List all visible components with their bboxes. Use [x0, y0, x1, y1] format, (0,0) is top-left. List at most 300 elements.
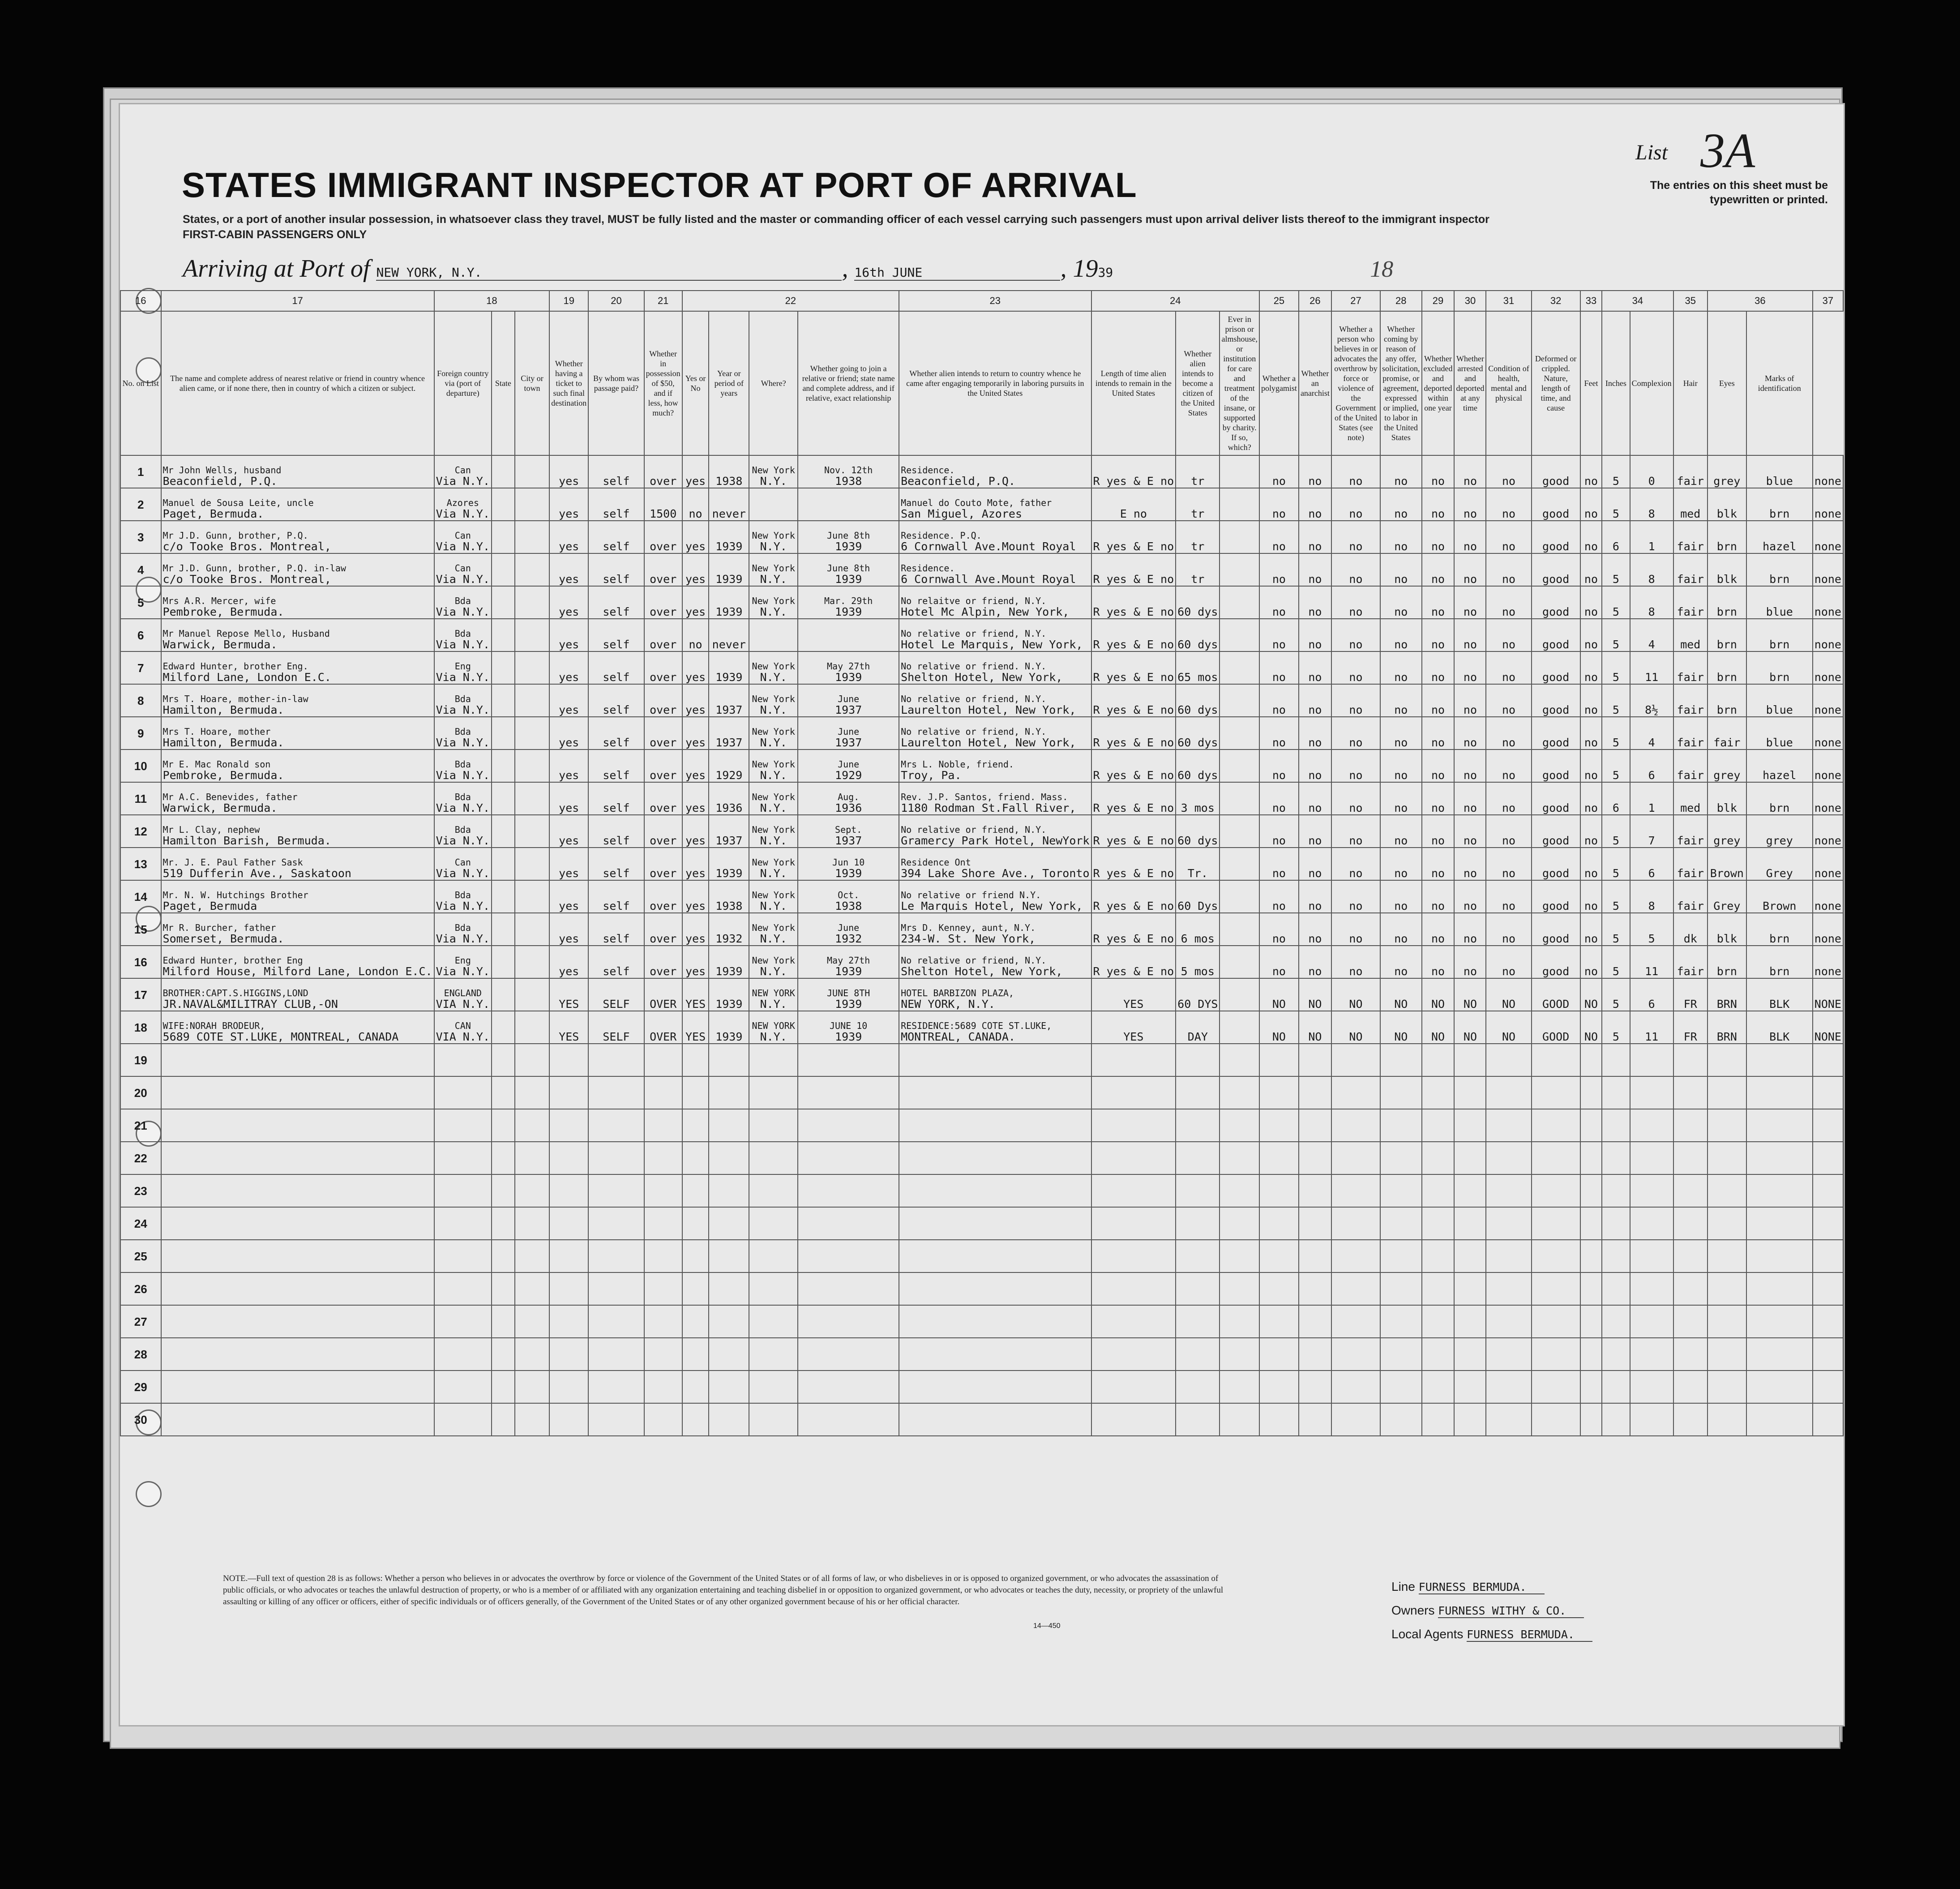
q30-cell — [1454, 848, 1486, 880]
ever-cell — [682, 1011, 709, 1044]
via-cell — [434, 1338, 492, 1371]
citizen-cell — [1220, 1403, 1259, 1436]
instructions: States, or a port of another insular possession, in whatsoever class they travel, MUST be fully listed and the master or commanding officer of each vessel carrying such passengers must upon arrival deliver lists thereof to the immigrant inspector FIRST-CABIN PASSENGERS ONLY — [183, 213, 1489, 241]
feet-cell — [1602, 1371, 1630, 1403]
feet-cell — [1602, 1044, 1630, 1076]
state-cell — [492, 553, 515, 586]
row-number-cell — [120, 913, 161, 946]
health-value: good — [1542, 736, 1570, 749]
q26-value: no — [1308, 932, 1322, 945]
relative-address: JR.NAVAL&MILITRAY CLUB,-ON — [163, 998, 338, 1011]
inches-cell — [1630, 978, 1673, 1011]
departure-year: 1938 — [835, 475, 862, 488]
length-cell — [1176, 1044, 1220, 1076]
relative-cell — [161, 1272, 434, 1305]
row-number-cell — [120, 1240, 161, 1272]
purpose-value: R yes & E no — [1093, 769, 1174, 782]
complexion-cell — [1673, 1305, 1708, 1338]
inches-value: 1 — [1648, 540, 1655, 553]
q28-value: no — [1394, 638, 1408, 651]
year-cell — [709, 521, 749, 553]
feet-cell — [1602, 684, 1630, 717]
relative-name: Mr J.D. Gunn, brother, P.Q. — [163, 530, 308, 541]
purpose-value: R yes & E no — [1093, 475, 1174, 488]
where-cell — [749, 913, 798, 946]
complexion-cell — [1673, 1371, 1708, 1403]
ticket-cell — [549, 848, 588, 880]
marks-value: none — [1814, 605, 1841, 618]
year-value: never — [712, 507, 746, 520]
health-cell — [1532, 1240, 1580, 1272]
year-cell — [709, 586, 749, 619]
via-port: Via N.Y. — [436, 736, 490, 749]
feet-value: 5 — [1612, 932, 1619, 945]
departure-date: May 27th — [826, 955, 870, 966]
q29-value: no — [1431, 573, 1445, 586]
deformed-cell — [1580, 1207, 1602, 1240]
paid-cell — [588, 455, 644, 488]
q31-value: no — [1502, 605, 1516, 618]
purpose-cell — [1091, 521, 1176, 553]
column-header-passage-paid: By whom was passage paid? — [593, 374, 639, 393]
via-port: Via N.Y. — [436, 475, 490, 488]
q30-cell — [1454, 1076, 1486, 1109]
q28-cell — [1380, 553, 1422, 586]
feet-cell — [1602, 1174, 1630, 1207]
q26-value: no — [1308, 801, 1322, 814]
form-number: 14—450 — [1033, 1622, 1061, 1630]
date-cell — [798, 586, 899, 619]
date-cell — [798, 1305, 899, 1338]
deformed-value: no — [1584, 834, 1598, 847]
money-cell — [644, 1174, 682, 1207]
join-line2: NEW YORK, N.Y. — [901, 998, 995, 1011]
departure-date: May 27th — [826, 661, 870, 672]
citizen-cell — [1220, 1076, 1259, 1109]
ever-value: yes — [685, 573, 706, 586]
hair-cell — [1708, 651, 1746, 684]
q25-cell — [1259, 880, 1299, 913]
date-cell — [798, 1338, 899, 1371]
ever-cell — [682, 1207, 709, 1240]
table-row — [120, 782, 1843, 815]
complexion-cell — [1673, 946, 1708, 978]
paid-value: self — [603, 834, 630, 847]
q25-cell — [1259, 684, 1299, 717]
q27-cell — [1331, 1142, 1380, 1174]
city-cell — [515, 1142, 549, 1174]
where-state: N.Y. — [760, 703, 787, 716]
q30-cell — [1454, 1109, 1486, 1142]
ticket-value: yes — [559, 540, 579, 553]
deformed-value: no — [1584, 475, 1598, 488]
ticket-cell — [549, 1403, 588, 1436]
date-cell — [798, 1044, 899, 1076]
money-cell — [644, 1240, 682, 1272]
departure-year: 1939 — [835, 573, 862, 586]
column-header-q24b: Length of time alien intends to remain in the United States — [1095, 369, 1172, 398]
eyes-cell — [1746, 880, 1813, 913]
marks-cell — [1813, 717, 1843, 750]
q27-cell — [1331, 1076, 1380, 1109]
column-number: 24 — [1091, 291, 1259, 311]
health-cell — [1532, 1305, 1580, 1338]
citizen-cell — [1220, 488, 1259, 521]
city-cell — [515, 978, 549, 1011]
via-port: VIA N.Y. — [436, 998, 490, 1011]
purpose-value: R yes & E no — [1093, 605, 1174, 618]
length-cell — [1176, 815, 1220, 848]
year-value: 1939 — [715, 671, 743, 684]
q29-cell — [1422, 1371, 1455, 1403]
q26-cell — [1299, 1338, 1331, 1371]
health-value: good — [1542, 605, 1570, 618]
feet-cell — [1602, 1011, 1630, 1044]
ticket-cell — [549, 913, 588, 946]
q26-value: no — [1308, 736, 1322, 749]
q29-value: no — [1431, 736, 1445, 749]
complexion-cell — [1673, 1044, 1708, 1076]
via-port: Via N.Y. — [436, 605, 490, 618]
via-country: Bda — [454, 628, 471, 639]
paid-cell — [588, 521, 644, 553]
paid-cell — [588, 1109, 644, 1142]
eyes-cell — [1746, 1305, 1813, 1338]
ticket-cell — [549, 978, 588, 1011]
q29-value: no — [1431, 638, 1445, 651]
paid-value: self — [603, 703, 630, 716]
q30-cell — [1454, 750, 1486, 782]
state-cell — [492, 750, 515, 782]
join-cell — [899, 1403, 1091, 1436]
q25-cell — [1259, 978, 1299, 1011]
via-cell — [434, 848, 492, 880]
where-city: New York — [752, 563, 795, 574]
deformed-cell — [1580, 684, 1602, 717]
q29-cell — [1422, 717, 1455, 750]
q30-cell — [1454, 586, 1486, 619]
purpose-cell — [1091, 1371, 1176, 1403]
q29-value: no — [1431, 867, 1445, 880]
state-cell — [492, 1142, 515, 1174]
owners-value: FURNESS WITHY & CO. — [1438, 1604, 1584, 1618]
health-value: good — [1542, 801, 1570, 814]
year-cell — [709, 1305, 749, 1338]
health-cell — [1532, 1174, 1580, 1207]
row-number-cell — [120, 553, 161, 586]
inches-cell — [1630, 684, 1673, 717]
q25-cell — [1259, 455, 1299, 488]
citizen-cell — [1220, 1305, 1259, 1338]
length-cell — [1176, 717, 1220, 750]
year-cell — [709, 946, 749, 978]
city-cell — [515, 1076, 549, 1109]
city-cell — [515, 913, 549, 946]
deformed-cell — [1580, 1305, 1602, 1338]
relative-cell — [161, 880, 434, 913]
q26-cell — [1299, 1076, 1331, 1109]
eyes-cell — [1746, 455, 1813, 488]
hair-cell — [1708, 488, 1746, 521]
where-cell — [749, 1403, 798, 1436]
complexion-value: fair — [1677, 540, 1704, 553]
relative-address: Warwick, Bermuda. — [163, 801, 278, 814]
where-state: N.Y. — [760, 1030, 787, 1043]
date-cell — [798, 880, 899, 913]
ever-cell — [682, 488, 709, 521]
deformed-value: NO — [1584, 1030, 1598, 1043]
purpose-cell — [1091, 815, 1176, 848]
q25-value: no — [1272, 965, 1286, 978]
ever-cell — [682, 619, 709, 651]
via-port: Via N.Y. — [436, 900, 490, 912]
marks-cell — [1813, 1142, 1843, 1174]
column-header-yes-or-no: Yes or No — [685, 374, 706, 393]
complexion-cell — [1673, 880, 1708, 913]
complexion-value: fair — [1677, 671, 1704, 684]
q31-value: no — [1502, 900, 1516, 912]
via-cell — [434, 1272, 492, 1305]
relative-cell — [161, 586, 434, 619]
paid-value: self — [603, 671, 630, 684]
inches-cell — [1630, 913, 1673, 946]
q27-cell — [1331, 1403, 1380, 1436]
q30-value: no — [1463, 965, 1477, 978]
eyes-cell — [1746, 1044, 1813, 1076]
paid-cell — [588, 815, 644, 848]
q30-cell — [1454, 1338, 1486, 1371]
inches-cell — [1630, 619, 1673, 651]
money-value: OVER — [650, 1030, 677, 1043]
eyes-cell — [1746, 1272, 1813, 1305]
table-row — [120, 1305, 1843, 1338]
purpose-cell — [1091, 946, 1176, 978]
purpose-cell — [1091, 553, 1176, 586]
q31-cell — [1486, 1272, 1531, 1305]
row-number: 24 — [134, 1216, 147, 1230]
relative-name: Mr R. Burcher, father — [163, 922, 276, 933]
hair-value: Grey — [1713, 900, 1741, 912]
relative-address: Pembroke, Bermuda. — [163, 769, 284, 782]
relative-cell — [161, 553, 434, 586]
ever-value: yes — [685, 834, 706, 847]
q29-cell — [1422, 1044, 1455, 1076]
q29-value: NO — [1431, 1030, 1445, 1043]
ticket-cell — [549, 782, 588, 815]
complexion-cell — [1673, 1207, 1708, 1240]
where-cell — [749, 815, 798, 848]
eyes-cell — [1746, 1338, 1813, 1371]
column-header-condition: Condition of health, mental and physical — [1488, 364, 1529, 403]
table-row — [120, 521, 1843, 553]
year-cell — [709, 1076, 749, 1109]
q27-cell — [1331, 978, 1380, 1011]
health-value: good — [1542, 540, 1570, 553]
date-value: 16th JUNE — [854, 265, 1060, 281]
complexion-value: fair — [1677, 900, 1704, 912]
inches-cell — [1630, 1403, 1673, 1436]
money-cell — [644, 586, 682, 619]
join-cell — [899, 1207, 1091, 1240]
q25-cell — [1259, 1240, 1299, 1272]
column-number: 20 — [588, 291, 644, 311]
date-cell — [798, 815, 899, 848]
via-country: Eng — [454, 661, 471, 672]
column-header-money: Whether in possession of $50, and if less, how much? — [646, 349, 680, 417]
ticket-cell — [549, 1142, 588, 1174]
health-cell — [1532, 651, 1580, 684]
deformed-cell — [1580, 586, 1602, 619]
q26-cell — [1299, 782, 1331, 815]
inches-cell — [1630, 1109, 1673, 1142]
ever-cell — [682, 1174, 709, 1207]
q27-cell — [1331, 1371, 1380, 1403]
complexion-value: fair — [1677, 736, 1704, 749]
complexion-cell — [1673, 455, 1708, 488]
deformed-cell — [1580, 717, 1602, 750]
via-country: CAN — [454, 1020, 471, 1031]
money-cell — [644, 1272, 682, 1305]
q28-cell — [1380, 1109, 1422, 1142]
year-value: 1939 — [715, 965, 743, 978]
feet-cell — [1602, 1403, 1630, 1436]
paid-value: self — [603, 573, 630, 586]
ever-value: yes — [685, 801, 706, 814]
departure-date: Jun 10 — [832, 857, 865, 868]
complexion-value: fair — [1677, 965, 1704, 978]
eyes-cell — [1746, 1403, 1813, 1436]
money-value: over — [650, 573, 677, 586]
q25-cell — [1259, 1076, 1299, 1109]
where-state: N.Y. — [760, 834, 787, 847]
citizen-cell — [1220, 1174, 1259, 1207]
inches-cell — [1630, 553, 1673, 586]
length-cell — [1176, 946, 1220, 978]
q28-cell — [1380, 455, 1422, 488]
feet-cell — [1602, 1240, 1630, 1272]
q26-cell — [1299, 978, 1331, 1011]
column-header-city: City or town — [521, 374, 543, 393]
row-number: 30 — [134, 1413, 147, 1426]
header-cell — [492, 311, 515, 455]
where-state: N.Y. — [760, 769, 787, 782]
money-cell — [644, 1142, 682, 1174]
via-port: Via N.Y. — [436, 801, 490, 814]
via-port: Via N.Y. — [436, 932, 490, 945]
q27-cell — [1331, 1109, 1380, 1142]
q29-cell — [1422, 1109, 1455, 1142]
length-cell — [1176, 521, 1220, 553]
hair-cell — [1708, 1371, 1746, 1403]
feet-cell — [1602, 1109, 1630, 1142]
q31-value: no — [1502, 867, 1516, 880]
where-cell — [749, 488, 798, 521]
row-number: 21 — [134, 1118, 147, 1132]
complexion-cell — [1673, 1240, 1708, 1272]
length-cell — [1176, 750, 1220, 782]
health-value: good — [1542, 932, 1570, 945]
join-cell — [899, 1240, 1091, 1272]
eyes-cell — [1746, 1109, 1813, 1142]
join-cell — [899, 455, 1091, 488]
q31-cell — [1486, 1011, 1531, 1044]
year-value: 1937 — [715, 736, 743, 749]
purpose-value: R yes & E no — [1093, 540, 1174, 553]
date-cell — [798, 913, 899, 946]
table-row — [120, 1174, 1843, 1207]
health-cell — [1532, 1338, 1580, 1371]
ticket-cell — [549, 750, 588, 782]
state-cell — [492, 1011, 515, 1044]
hair-cell — [1708, 619, 1746, 651]
hair-value: BRN — [1716, 998, 1737, 1011]
citizen-cell — [1220, 1142, 1259, 1174]
departure-date: June 8th — [826, 563, 870, 574]
complexion-cell — [1673, 913, 1708, 946]
row-number-cell — [120, 1207, 161, 1240]
relative-cell — [161, 1371, 434, 1403]
row-number: 27 — [134, 1315, 147, 1328]
marks-value: none — [1814, 867, 1841, 880]
q26-cell — [1299, 913, 1331, 946]
deformed-value: no — [1584, 573, 1598, 586]
q31-cell — [1486, 651, 1531, 684]
relative-address: Warwick, Bermuda. — [163, 638, 278, 651]
q29-cell — [1422, 684, 1455, 717]
paid-value: self — [603, 867, 630, 880]
inches-value: 7 — [1648, 834, 1655, 847]
header-cell — [1602, 311, 1630, 455]
q29-cell — [1422, 978, 1455, 1011]
q28-cell — [1380, 946, 1422, 978]
ticket-cell — [549, 1076, 588, 1109]
header-cell — [1422, 311, 1455, 455]
feet-cell — [1602, 553, 1630, 586]
q25-value: no — [1272, 475, 1286, 488]
q28-value: no — [1394, 507, 1408, 520]
purpose-cell — [1091, 1403, 1176, 1436]
length-value: 65 mos — [1177, 671, 1218, 684]
ticket-cell — [549, 586, 588, 619]
money-cell — [644, 978, 682, 1011]
money-cell — [644, 619, 682, 651]
inches-cell — [1630, 1240, 1673, 1272]
feet-cell — [1602, 488, 1630, 521]
year-cell — [709, 1207, 749, 1240]
deformed-cell — [1580, 455, 1602, 488]
join-cell — [899, 913, 1091, 946]
feet-value: 5 — [1612, 703, 1619, 716]
via-country: Bda — [454, 595, 471, 606]
money-value: over — [650, 671, 677, 684]
marks-value: none — [1814, 573, 1841, 586]
purpose-cell — [1091, 782, 1176, 815]
column-header-join-relative: Whether going to join a relative or friend; state name and complete address, and if relative, exact relationship — [802, 364, 895, 403]
q31-cell — [1486, 1076, 1531, 1109]
feet-cell — [1602, 1338, 1630, 1371]
q29-cell — [1422, 553, 1455, 586]
paid-value: self — [603, 475, 630, 488]
ticket-value: yes — [559, 801, 579, 814]
q31-value: no — [1502, 507, 1516, 520]
q29-cell — [1422, 1305, 1455, 1338]
q26-cell — [1299, 553, 1331, 586]
deformed-cell — [1580, 946, 1602, 978]
complexion-cell — [1673, 553, 1708, 586]
eyes-cell — [1746, 553, 1813, 586]
list-label: List — [1635, 141, 1668, 164]
q25-cell — [1259, 1371, 1299, 1403]
